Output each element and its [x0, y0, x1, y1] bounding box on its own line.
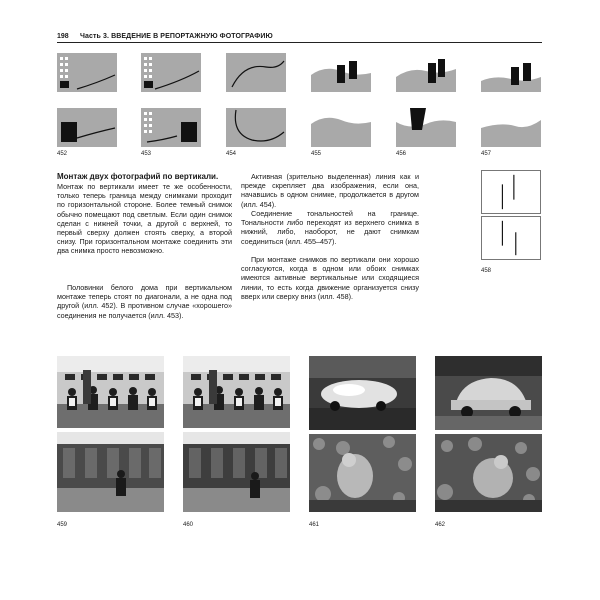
diagram-458-top	[481, 170, 541, 214]
caption-456: 456	[396, 151, 407, 157]
diagram-457-top	[481, 53, 541, 92]
col2-paragraph-3: При монтаже снимков по вертикали они хорошо согласуются, когда в одном или обоих снимках имеются активные вертикальные или сходящиеся линии, то есть когда движение организуется снизу вверх или сверху вниз (илл. 458).	[241, 255, 419, 301]
col1-paragraph-2: Половинки белого дома при вертикальном монтаже теперь стоят по диагонали, а не одна под другой (илл. 452). В противном случае «хорошего» соединения не получается (илл. 453).	[57, 283, 232, 320]
photo-460-bottom	[183, 432, 290, 512]
caption-454: 454	[226, 151, 237, 157]
caption-452: 452	[57, 151, 68, 157]
caption-453: 453	[141, 151, 152, 157]
header-rule	[57, 42, 542, 43]
photo-462-bottom	[435, 434, 542, 512]
diagram-455-top	[311, 53, 371, 92]
col2-paragraph-2: Соединение тональностей на границе. Тональности либо переходят из верхнего снимка в нижний, либо, наоборот, не дают снимкам соединиться (илл. 455–457).	[241, 209, 419, 246]
diagram-452-bottom	[57, 108, 117, 147]
caption-459: 459	[57, 522, 68, 528]
col2-paragraph-1: Активная (зрительно выделенная) линия как и прежде скрепляет два изображения, если она, начавшись в одном снимке, продолжается в другом (илл. 454).	[241, 172, 419, 209]
page-number: 198	[57, 33, 69, 40]
caption-455: 455	[311, 151, 322, 157]
photo-459-bottom	[57, 432, 164, 512]
photo-460-top	[183, 356, 290, 428]
caption-462: 462	[435, 522, 446, 528]
col1-paragraph-1: Монтаж по вертикали имеет те же особенности, только теперь граница между снимками проходит по горизонтальной стороне. Более темный снимок обычно помещают под светлым. Если один снимок сделан с нижней точки, а другой с верхней, то первый сверху должен стоять сверху, а второй снизу. При горизонтальном монтаже соединить эти два снимка просто невозможно.	[57, 182, 232, 256]
caption-460: 460	[183, 522, 194, 528]
diagram-452-top	[57, 53, 117, 92]
diagram-453-bottom	[141, 108, 201, 147]
diagram-456-bottom	[396, 108, 456, 147]
diagram-454-top	[226, 53, 286, 92]
photo-462-top	[435, 356, 542, 430]
running-header: Часть 3. ВВЕДЕНИЕ В РЕПОРТАЖНУЮ ФОТОГРАФИЮ	[80, 33, 273, 40]
photo-461-bottom	[309, 434, 416, 512]
diagram-456-top	[396, 53, 456, 92]
diagram-458-bottom	[481, 216, 541, 260]
diagram-453-top	[141, 53, 201, 92]
diagram-454-bottom	[226, 108, 286, 147]
photo-461-top	[309, 356, 416, 430]
caption-461: 461	[309, 522, 320, 528]
section-heading: Монтаж двух фотографий по вертикали.	[57, 172, 219, 181]
caption-457: 457	[481, 151, 492, 157]
diagram-455-bottom	[311, 108, 371, 147]
diagram-457-bottom	[481, 108, 541, 147]
caption-458: 458	[481, 268, 492, 274]
photo-459-top	[57, 356, 164, 428]
